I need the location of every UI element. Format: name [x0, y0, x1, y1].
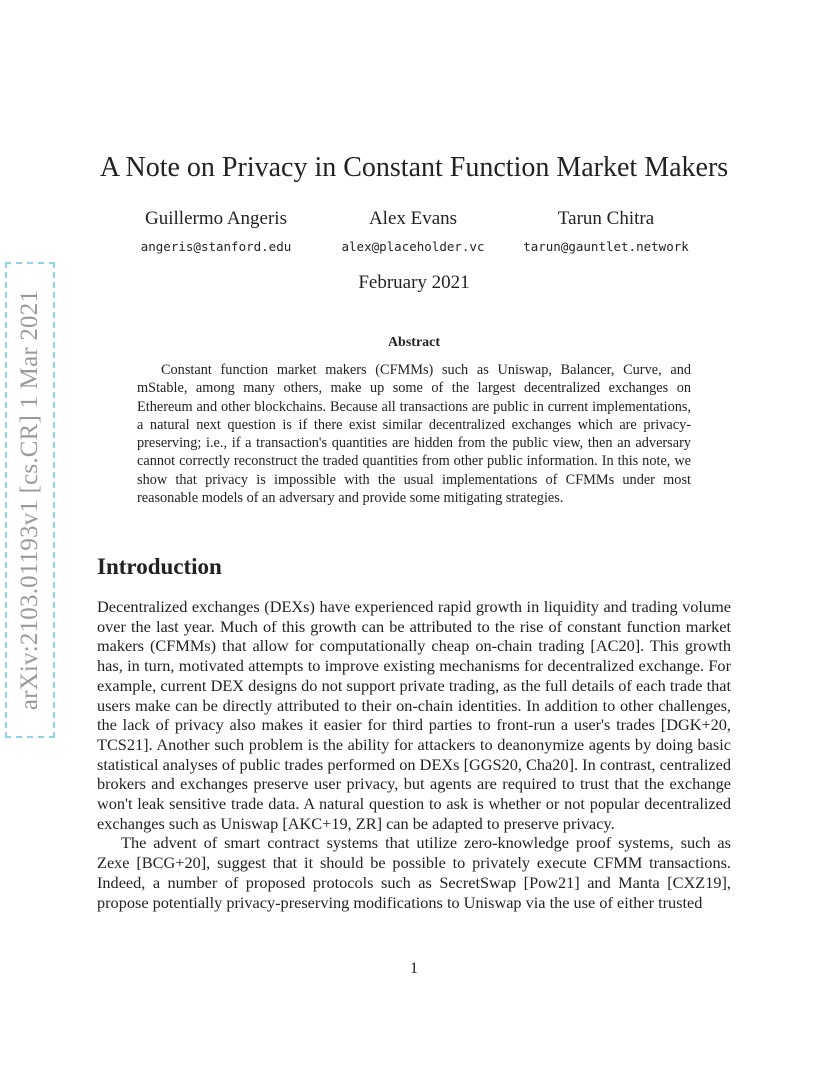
body-paragraph: Decentralized exchanges (DEXs) have experienced rapid growth in liquidity and trading volume over the last year. Much of this growth can be attributed to the rise of constant function market makers (CFMMs) that allow for computationally cheap on-chain trading [AC20]. This growth has, in turn, motivated attempts to improve existing mechanisms for decentralized exchange. For example, current DEX designs do not support private trading, as the full details of each trade that users make can be directly attributed to their on-chain identities. In addition to other challenges, the lack of privacy also makes it easier for third parties to front-run a user's trades [DGK+20, TCS21]. Another such problem is the ability for attackers to deanonymize agents by doing basic statistical analyses of public trades performed on DEXs [GGS20, Cha20]. In contrast, centralized brokers and exchanges preserve user privacy, but agents are required to trust that the exchange won't leak sensitive trade data. A natural question to ask is whether or not popular decentralized exchanges such as Uniswap [AKC+19, ZR] can be adapted to preserve privacy.	[97, 597, 731, 833]
section-body	[97, 597, 731, 912]
author-email: tarun@gauntlet.network	[523, 239, 689, 254]
page-number: 1	[410, 960, 418, 977]
arxiv-stamp	[5, 262, 55, 738]
author-block	[128, 208, 304, 254]
author-name: Alex Evans	[368, 208, 458, 229]
section-heading: Introduction	[97, 554, 222, 579]
publication-date: February 2021	[358, 272, 470, 293]
author-email: angeris@stanford.edu	[140, 239, 292, 254]
author-name: Tarun Chitra	[557, 208, 655, 229]
abstract-heading: Abstract	[387, 335, 441, 350]
arxiv-identifier: arXiv:2103.01193v1 [cs.CR] 1 Mar 2021	[16, 289, 43, 711]
body-paragraph: The advent of smart contract systems that utilize zero-knowledge proof systems, such as Zexe [BCG+20], suggest that it should be possible to privately execute CFMM transactions. Indeed, a number of proposed protocols such as SecretSwap [Pow21] and Manta [CXZ19], propose potentially privacy-preserving modifications to Uniswap via the use of either trusted	[97, 833, 731, 912]
author-name: Guillermo Angeris	[145, 208, 287, 229]
author-block	[322, 208, 504, 254]
abstract-body: Constant function market makers (CFMMs) such as Uniswap, Balancer, Curve, and mStable, among many others, make up some of the largest decentralized exchanges on Ethereum and other blockchains. Because all transactions are public in current implementations, a natural next question is if there exist similar decentralized exchanges which are privacy-preserving; i.e., if a transaction's quantities are hidden from the public view, then an adversary cannot correctly reconstruct the traded quantities from other public information. In this note, we show that privacy is impossible with the usual implementations of CFMMs under most reasonable models of an adversary and provide some mitigating strategies.	[137, 362, 691, 507]
author-block	[512, 208, 700, 254]
author-email: alex@placeholder.vc	[341, 239, 485, 254]
paper-title: A Note on Privacy in Constant Function Market Makers	[99, 152, 729, 183]
